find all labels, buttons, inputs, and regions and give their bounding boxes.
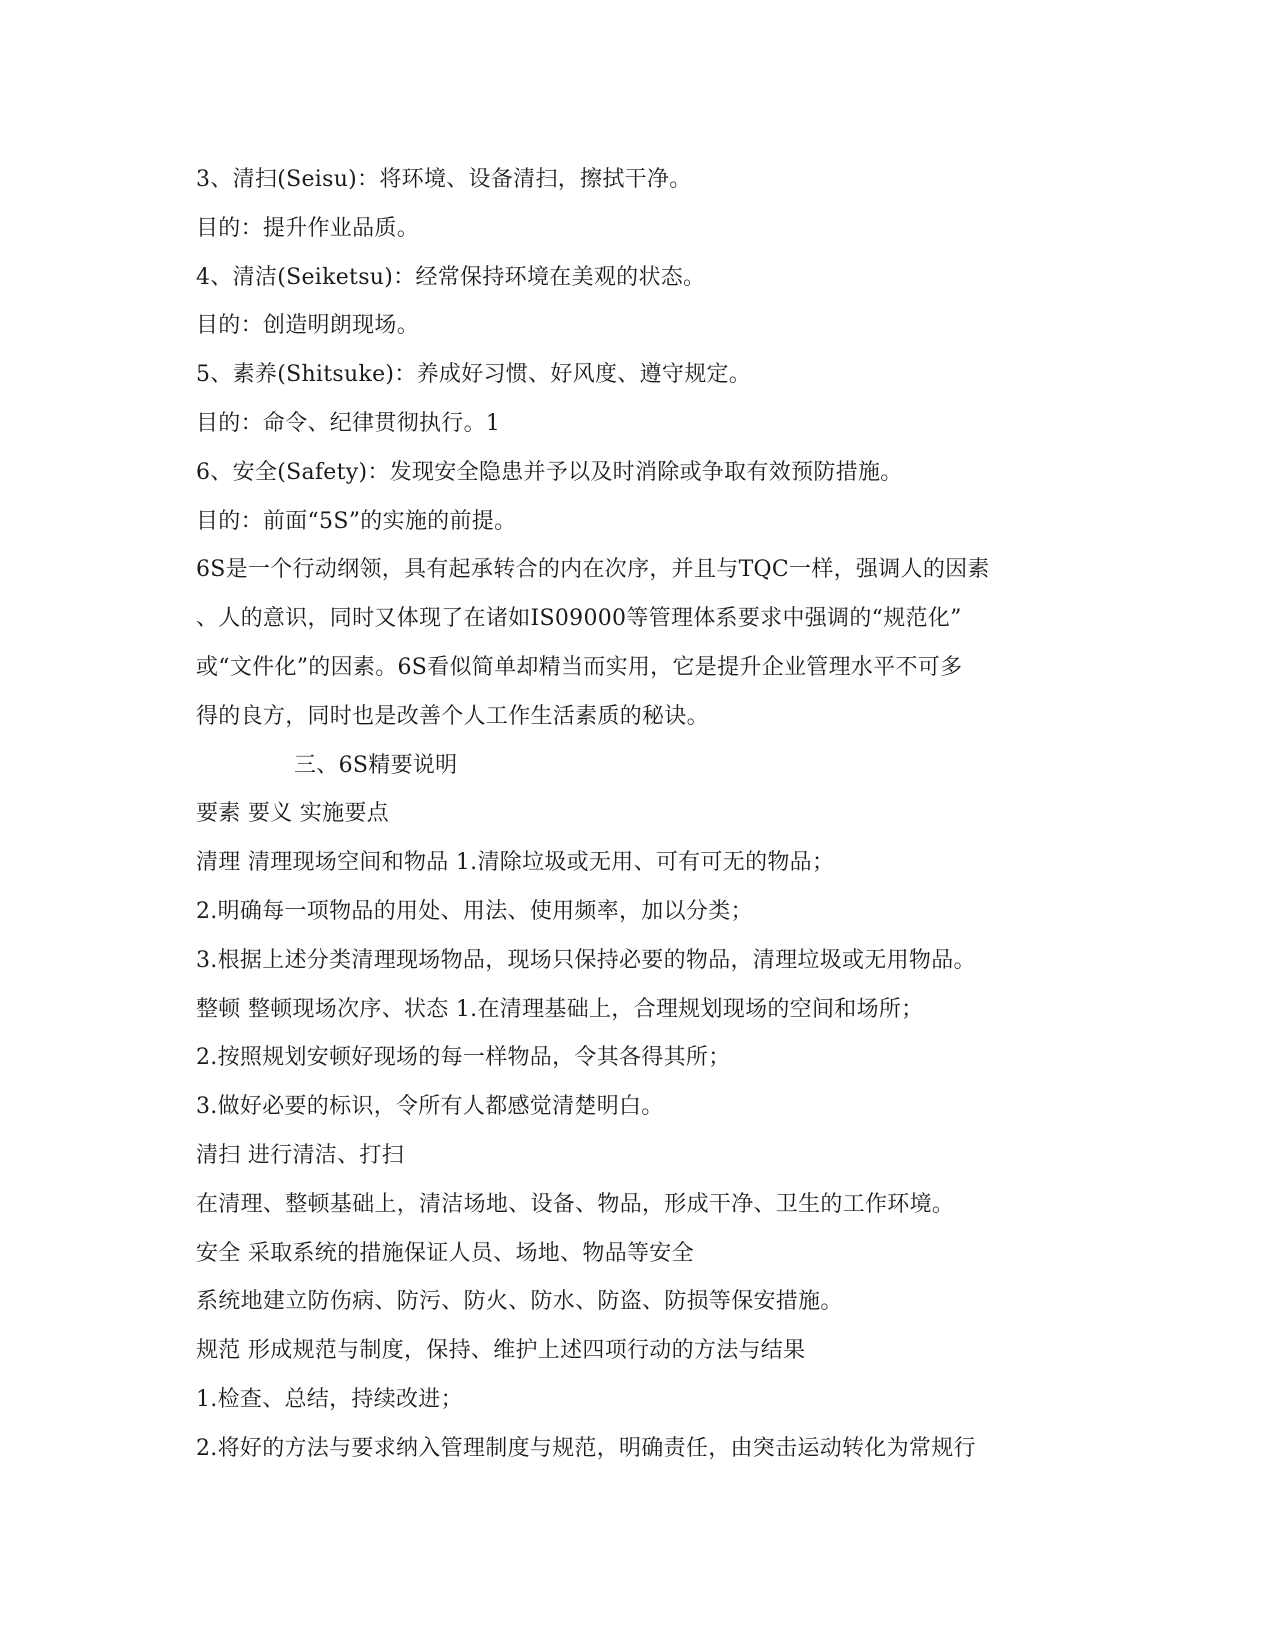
text-line: 、人的意识，同时又体现了在诸如IS09000等管理体系要求中强调的“规范化”	[196, 606, 962, 632]
table-header-line: 要素 要义 实施要点	[196, 801, 389, 827]
text-line: 规范 形成规范与制度，保持、维护上述四项行动的方法与结果	[196, 1338, 806, 1364]
text-line: 5、素养(Shitsuke)：养成好习惯、好风度、遵守规定。	[196, 362, 752, 388]
text-line: 6、安全(Safety)：发现安全隐患并予以及时消除或争取有效预防措施。	[196, 459, 903, 485]
text-line: 清扫 进行清洁、打扫	[196, 1142, 404, 1168]
text-line: 清理 清理现场空间和物品 1.清除垃圾或无用、可有可无的物品；	[196, 850, 835, 876]
text-line: 2.明确每一项物品的用处、用法、使用频率，加以分类；	[196, 898, 753, 924]
text-line: 目的：前面“5S”的实施的前提。	[196, 508, 517, 534]
text-line: 或“文件化”的因素。6S看似简单却精当而实用，它是提升企业管理水平不可多	[196, 654, 963, 680]
text-line: 得的良方，同时也是改善个人工作生活素质的秘诀。	[196, 703, 709, 729]
text-line: 6S是一个行动纲领，具有起承转合的内在次序，并且与TQC一样，强调人的因素	[196, 557, 990, 583]
text-line: 安全 采取系统的措施保证人员、场地、物品等安全	[196, 1240, 694, 1266]
text-line: 3、清扫(Seisu)：将环境、设备清扫，擦拭干净。	[196, 167, 692, 192]
text-line: 3.根据上述分类清理现场物品，现场只保持必要的物品，清理垃圾或无用物品。	[196, 947, 976, 973]
text-line: 1.检查、总结，持续改进；	[196, 1386, 463, 1412]
text-line: 在清理、整顿基础上，清洁场地、设备、物品，形成干净、卫生的工作环境。	[196, 1191, 955, 1217]
text-line: 整顿 整顿现场次序、状态 1.在清理基础上，合理规划现场的空间和场所；	[196, 996, 924, 1022]
text-line: 2.将好的方法与要求纳入管理制度与规范，明确责任，由突击运动转化为常规行	[196, 1435, 976, 1461]
text-line: 目的：提升作业品质。	[196, 215, 420, 241]
text-line: 3.做好必要的标识，令所有人都感觉清楚明白。	[196, 1094, 664, 1120]
document-body	[196, 156, 1096, 1474]
text-line: 系统地建立防伤病、防污、防火、防水、防盗、防损等保安措施。	[196, 1289, 843, 1315]
text-line: 目的：命令、纪律贯彻执行。1	[196, 410, 501, 436]
section-heading: 三、6S精要说明	[294, 752, 458, 778]
text-line: 2.按照规划安顿好现场的每一样物品，令其各得其所；	[196, 1045, 731, 1071]
text-line: 4、清洁(Seiketsu)：经常保持环境在美观的状态。	[196, 264, 706, 290]
text-line: 目的：创造明朗现场。	[196, 313, 420, 339]
